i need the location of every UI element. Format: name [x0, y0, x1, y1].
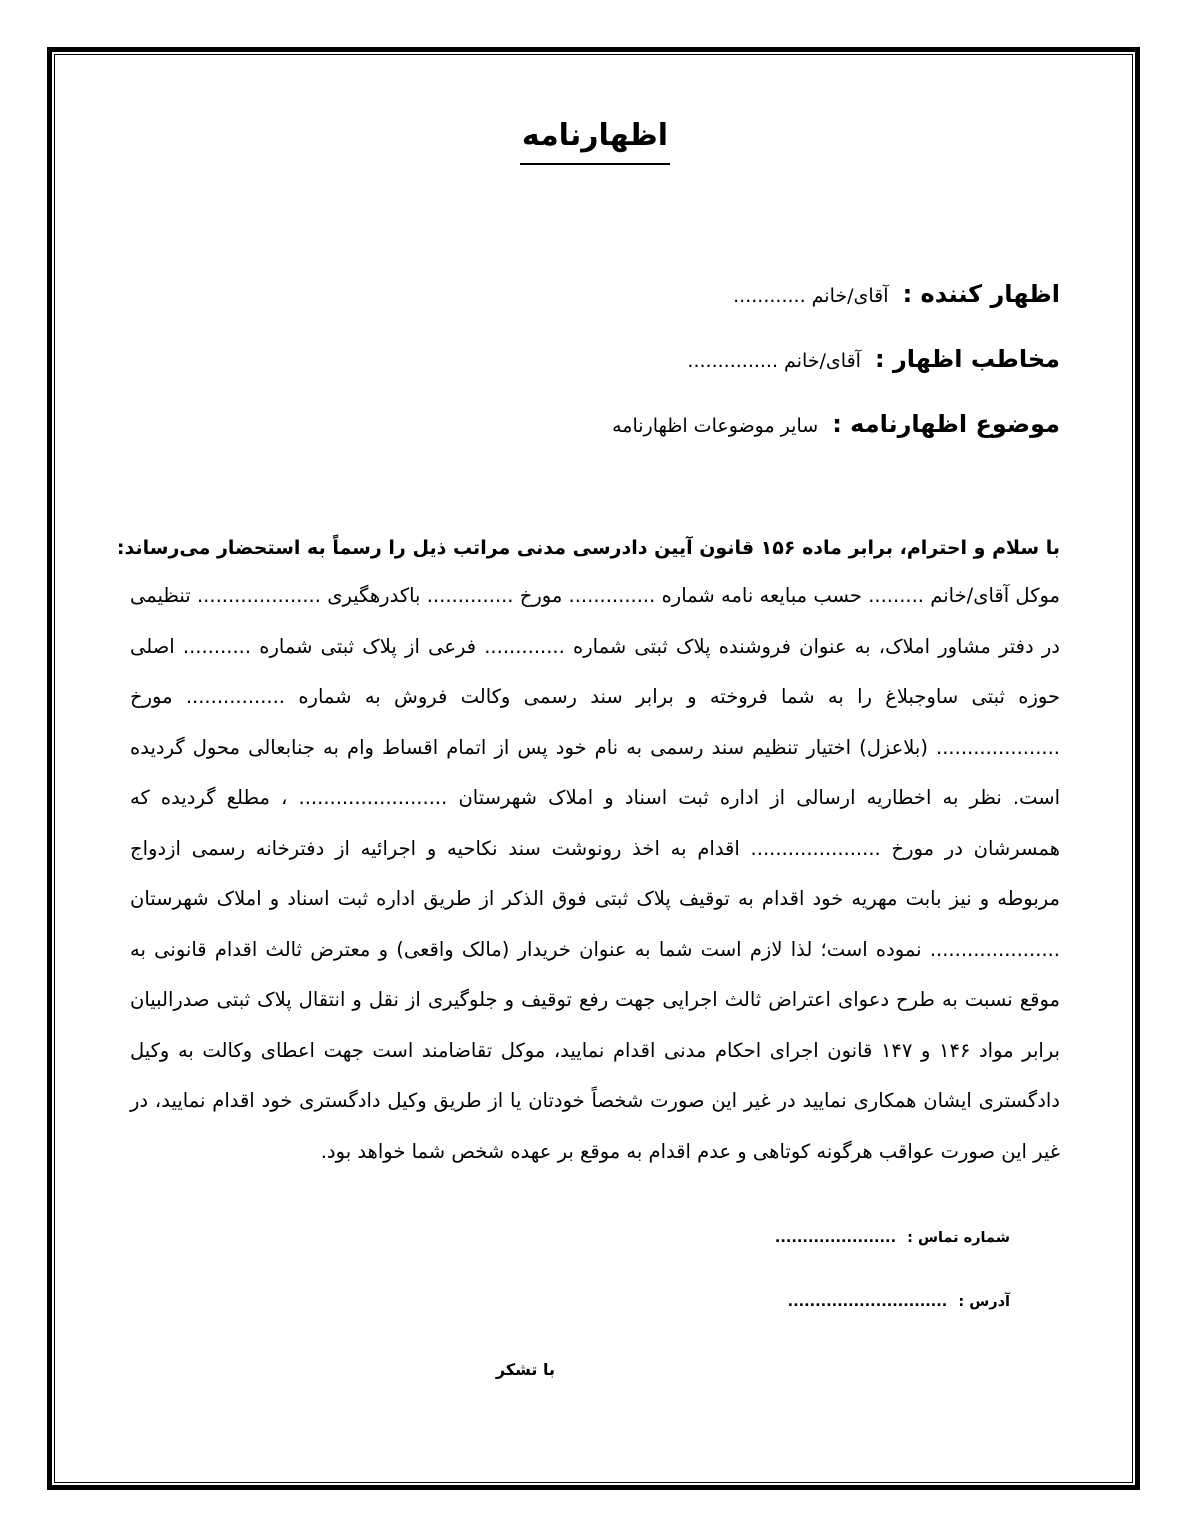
- recipient-line: [130, 343, 1060, 375]
- address-line: [788, 1294, 1010, 1310]
- subject-line: [130, 408, 1060, 440]
- header-fields: [130, 278, 1060, 473]
- subject-value: سایر موضوعات اظهارنامه: [612, 415, 819, 437]
- page-title: اظهارنامه: [520, 118, 670, 165]
- sender-label: اظهار کننده :: [902, 280, 1060, 308]
- body-block: [116, 528, 1060, 1177]
- phone-label: شماره تماس :: [907, 1230, 1010, 1246]
- address-value: .............................: [787, 1294, 948, 1310]
- recipient-value: آقای/خانم ...............: [687, 350, 861, 372]
- body-paragraph: موکل آقای/خانم ......... حسب مبایعه نامه شماره .............. مورخ .............. باکدرهگیری .................... تنظیمی در دفتر مشاور املاک، به عنوان فروشنده پلاک ثبتی شماره ............. فرعی از پلاک ثبتی شماره ........... اصلی حوزه ثبتی ساوجبلاغ را به شما فروخته و برابر سند رسمی وکالت فروش به شماره ................ مورخ .................... (بلاعزل) اختیار تنظیم سند رسمی به نام خود پس از اتمام اقساط وام به جنابعالی محول گردیده است. نظر به اخطاریه ارسالی از اداره ثبت اسناد و املاک شهرستان ........................ ، مطلع گردیده که همسرشان در مورخ ..................... اقدام به اخذ رونوشت سند نکاحیه و اجرائیه از دفترخانه رسمی ازدواج مربوطه و نیز بابت مهریه خود اقدام به توقیف پلاک ثبتی فوق الذکر از طریق اداره ثبت اسناد و املاک شهرستان ..................... نموده است؛ لذا لازم است شما به عنوان خریدار (مالک واقعی) و معترض ثالث اقدام قانونی به موقع نسبت به طرح دعوای اعتراض ثالث اجرایی جهت رفع توقیف و جلوگیری از نقل و انتقال پلاک ثبتی صدرالبیان برابر مواد ۱۴۶ و ۱۴۷ قانون اجرای احکام مدنی اقدام نمایید، موکل تقاضامند است جهت اعطای وکالت به وکیل دادگستری ایشان همکاری نمایید در غیر این صورت شخصاً خودتان یا از طریق وکیل دادگستری خود اقدام نمایید، در غیر این صورت عواقب هرگونه کوتاهی و عدم اقدام به موقع بر عهده شخص شما خواهد بود.: [130, 584, 1060, 1163]
- sender-value: آقای/خانم ............: [733, 285, 889, 307]
- salutation: با سلام و احترام، برابر ماده ۱۵۶ قانون آیین دادرسی مدنی مراتب ذیل را رسماً به استحضار می‌رساند:: [116, 537, 1060, 559]
- closing: با تشکر: [495, 1360, 555, 1379]
- phone-value: ......................: [774, 1230, 897, 1246]
- recipient-label: مخاطب اظهار :: [875, 345, 1060, 373]
- address-label: آدرس :: [958, 1294, 1010, 1310]
- phone-line: [775, 1230, 1010, 1246]
- title-block: [130, 118, 1060, 165]
- sender-line: [130, 278, 1060, 310]
- subject-label: موضوع اظهارنامه :: [832, 410, 1060, 438]
